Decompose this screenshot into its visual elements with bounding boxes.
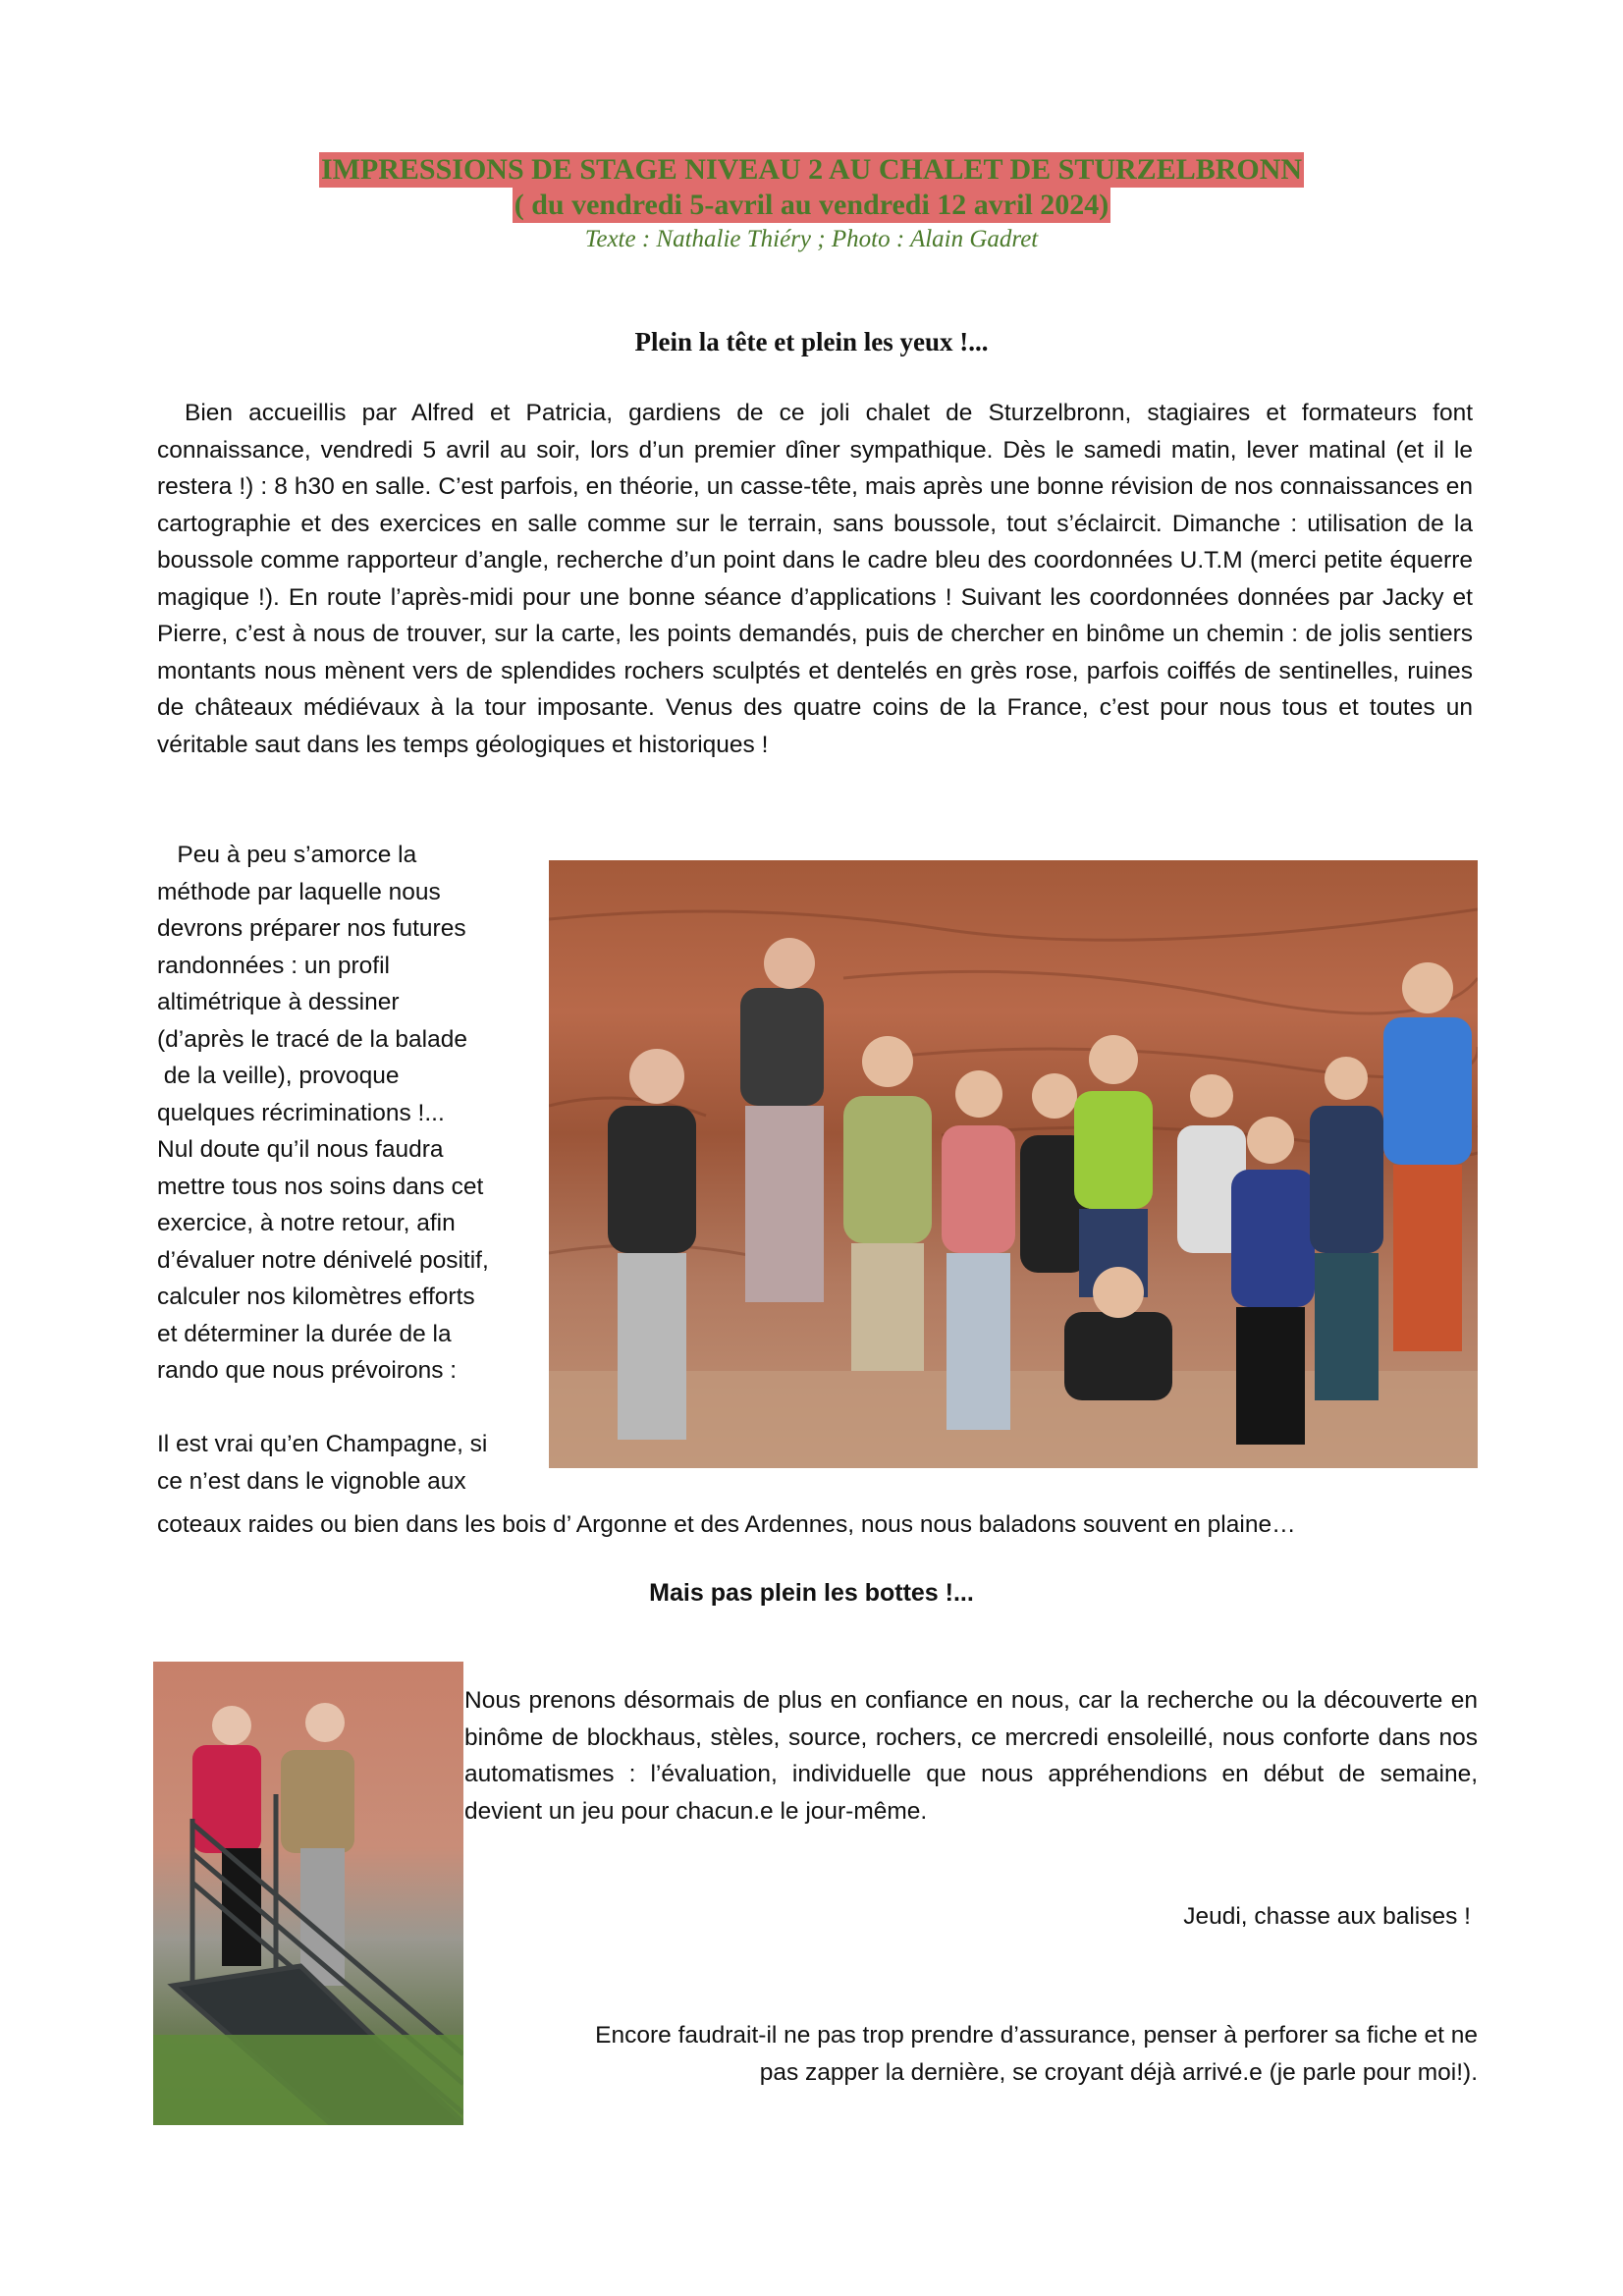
- stairs-photo: [153, 1662, 463, 2125]
- column-line: randonnées : un profil: [157, 952, 390, 979]
- stairs-photo-image: [153, 1662, 463, 2125]
- left-column-text: [157, 837, 550, 1500]
- column-line: Peu à peu s’amorce la: [157, 842, 417, 868]
- column-line: ce n’est dans le vignoble aux: [157, 1467, 466, 1495]
- column-line: exercice, à notre retour, afin: [157, 1210, 456, 1236]
- column-line: altimétrique à dessiner: [157, 989, 400, 1015]
- group-photo: [549, 860, 1478, 1468]
- column-line: Nul doute qu’il nous faudra: [157, 1136, 444, 1163]
- column-line: devrons préparer nos futures: [157, 915, 466, 942]
- encore-paragraph: [464, 2017, 1478, 2091]
- column-line: d’évaluer notre dénivelé positif,: [157, 1246, 489, 1274]
- column-line: rando que nous prévoirons :: [157, 1357, 458, 1384]
- intro-paragraph: [157, 395, 1473, 763]
- column-line: de la veille), provoque: [157, 1063, 400, 1089]
- section-heading-1: Plein la tête et plein les yeux !...: [634, 327, 989, 356]
- encore-line-1: Encore faudrait-il ne pas trop prendre d’assurance, penser à perforer sa fiche et ne: [595, 2022, 1478, 2049]
- coteaux-line: coteaux raides ou bien dans les bois d’ Argonne et des Ardennes, nous nous baladons souvent en plaine…: [157, 1511, 1296, 1538]
- column-line: méthode par laquelle nous: [157, 878, 441, 905]
- column-line: mettre tous nos soins dans cet: [157, 1173, 484, 1200]
- intro-paragraph-text: Bien accueillis par Alfred et Patricia, gardiens de ce joli chalet de Sturzelbronn, stagiaires et formateurs font connaissance, vendredi 5 avril au soir, lors d’un premier dîner sympathique. Dès le samedi matin, lever matinal (et il le restera !) : 8 h30 en salle. C’est parfois, en théorie, un casse-tête, mais après une bonne révision de nos connaissances en cartographie et des exercices en salle comme sur le terrain, sans boussole, tout s’éclaircit. Dimanche : utilisation de la boussole comme rapporteur d’angle, recherche d’un point dans le cadre bleu des coordonnées U.T.M (merci petite équerre magique !). En route l’après-midi pour une bonne séance d’applications ! Suivant les coordonnées données par Jacky et Pierre, c’est à nous de trouver, sur la carte, les points demandés, puis de chercher en binôme un chemin : de jolis sentiers montants nous mènent vers de splendides rochers sculptés et dentelés en grès rose, parfois coiffés de sentinelles, ruines de châteaux médiévaux à la tour imposante. Venus des quatre coins de la France, c’est pour nous tous et toutes un véritable saut dans les temps géologiques et historiques !: [157, 400, 1473, 758]
- confidence-paragraph: Nous prenons désormais de plus en confiance en nous, car la recherche ou la découverte en binôme de blockhaus, stèles, source, rochers, ce mercredi ensoleillé, nous conforte dans nos automatismes : l’évaluation, individuelle que nous appréhendions en début de semaine, devient un jeu pour chacun.e le jour-même.: [464, 1687, 1478, 1825]
- jeudi-line: Jeudi, chasse aux balises !: [1183, 1903, 1471, 1930]
- title-line-2: ( du vendredi 5-avril au vendredi 12 avril 2024): [514, 189, 1109, 221]
- title-block: [0, 152, 1623, 256]
- section-heading-2: Mais pas plein les bottes !...: [649, 1579, 974, 1607]
- column-line: (d’après le tracé de la balade: [157, 1025, 467, 1053]
- encore-line-2: pas zapper la dernière, se croyant déjà arrivé.e (je parle pour moi!).: [759, 2058, 1478, 2086]
- column-line: calculer nos kilomètres efforts: [157, 1284, 475, 1310]
- author-credit: Texte : Nathalie Thiéry ; Photo : Alain Gadret: [584, 226, 1039, 252]
- title-line-1: IMPRESSIONS DE STAGE NIVEAU 2 AU CHALET DE STURZELBRONN: [320, 153, 1303, 186]
- column-line: et déterminer la durée de la: [157, 1320, 452, 1347]
- column-line: Il est vrai qu’en Champagne, si: [157, 1431, 488, 1457]
- group-photo-image: [549, 860, 1478, 1468]
- column-line: quelques récriminations !...: [157, 1099, 445, 1126]
